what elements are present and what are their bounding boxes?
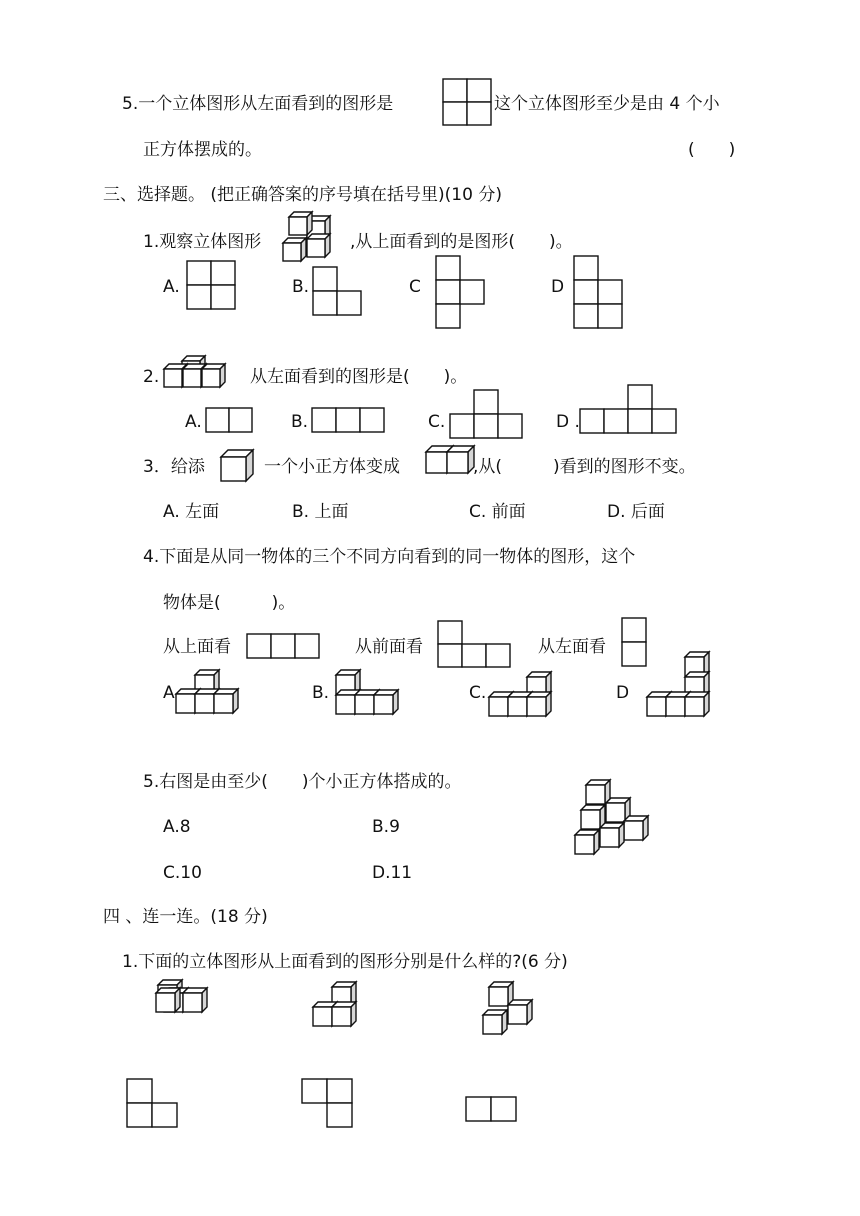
s3-q1-option-a[interactable]: A. xyxy=(163,277,180,297)
s3-q1-option-b[interactable]: B. xyxy=(292,277,310,297)
s3-q4-option-c-figure xyxy=(487,672,559,720)
s3-q3-part1: 3．给添 xyxy=(143,457,205,477)
s3-q1-option-a-figure xyxy=(186,260,236,310)
s3-q4-view-top-label: 从上面看 xyxy=(163,637,231,657)
s3-q2-option-a-figure xyxy=(205,407,253,433)
s3-q1-option-b-figure xyxy=(312,266,362,316)
s3-q5-option-d[interactable]: D.11 xyxy=(372,863,413,883)
s3-q1-after: ,从上面看到的是图形( )。 xyxy=(350,232,573,252)
s3-q3-option-c[interactable]: C. 前面 xyxy=(469,502,526,522)
q5-text-line2: 正方体摆成的。 xyxy=(143,140,262,160)
s3-q2-text: 从左面看到的图形是( )。 xyxy=(250,367,468,387)
s3-q2-option-d-figure xyxy=(579,384,677,434)
s3-q4-option-b[interactable]: B. xyxy=(312,683,330,703)
s3-q2-number: 2. xyxy=(143,367,160,387)
s3-q1-option-c-figure xyxy=(435,255,485,329)
left-view-2x2-figure xyxy=(442,78,492,126)
s3-q4-option-c[interactable]: C. xyxy=(469,683,487,703)
s4-solid-figure-1 xyxy=(156,978,208,1016)
s3-q3-part2: 一个小正方体变成 xyxy=(264,457,400,477)
s3-q3-option-b[interactable]: B. 上面 xyxy=(292,502,349,522)
s3-q2-option-b[interactable]: B. xyxy=(291,412,309,432)
s3-q4-option-d[interactable]: D xyxy=(616,683,630,703)
s3-q3-option-d[interactable]: D. 后面 xyxy=(607,502,665,522)
s3-q4-option-a[interactable]: A xyxy=(163,683,175,703)
s3-q1-option-d-figure xyxy=(573,255,623,329)
s3-q2-option-c-figure xyxy=(449,389,523,439)
q5-text-after: 这个立体图形至少是由 4 个小 xyxy=(494,94,720,114)
s3-q2-solid-figure xyxy=(162,356,232,392)
section-4-heading: 四 、连一连。(18 分) xyxy=(103,907,268,927)
s3-q4-option-b-figure xyxy=(334,670,406,718)
s4-q1-text: 1.下面的立体图形从上面看到的图形分别是什么样的?(6 分) xyxy=(122,952,568,972)
s3-q3-part3: ,从( )看到的图形不变。 xyxy=(473,457,696,477)
s3-q1-before: 1.观察立体图形 xyxy=(143,232,262,252)
s3-q2-option-c[interactable]: C. xyxy=(428,412,446,432)
s4-top-view-figure-1 xyxy=(126,1078,178,1128)
s3-q5-text: 5.右图是由至少( )个小正方体搭成的。 xyxy=(143,772,462,792)
s3-q2-option-b-figure xyxy=(311,407,385,433)
s3-q4-line2: 物体是( )。 xyxy=(163,593,296,613)
s3-q3-option-a[interactable]: A. 左面 xyxy=(163,502,220,522)
s3-q4-view-left-label: 从左面看 xyxy=(538,637,606,657)
s3-q1-solid-figure xyxy=(280,212,336,266)
s3-q5-option-a[interactable]: A.8 xyxy=(163,817,191,837)
s4-solid-figure-3 xyxy=(482,982,538,1036)
q5-text-before: 5.一个立体图形从左面看到的图形是 xyxy=(122,94,394,114)
s4-solid-figure-2 xyxy=(312,982,364,1030)
s3-q3-double-cube xyxy=(425,444,475,478)
s3-q4-option-d-figure xyxy=(645,652,717,720)
s3-q1-option-c[interactable]: C xyxy=(409,277,421,297)
s3-q4-view-front-figure xyxy=(437,620,511,668)
answer-paren: ( ) xyxy=(688,140,736,160)
s3-q3-single-cube xyxy=(220,450,256,484)
s3-q2-option-d[interactable]: D . xyxy=(556,412,580,432)
s4-top-view-figure-3 xyxy=(465,1096,517,1122)
s3-q5-option-c[interactable]: C.10 xyxy=(163,863,202,883)
s3-q2-option-a[interactable]: A. xyxy=(185,412,202,432)
s3-q4-view-front-label: 从前面看 xyxy=(355,637,423,657)
s3-q4-line1: 4.下面是从同一物体的三个不同方向看到的同一物体的图形，这个 xyxy=(143,547,636,567)
s3-q1-option-d[interactable]: D xyxy=(551,277,565,297)
s4-top-view-figure-2 xyxy=(301,1078,353,1128)
section-3-heading: 三、选择题。 (把正确答案的序号填在括号里)(10 分) xyxy=(103,185,502,205)
s3-q5-option-b[interactable]: B.9 xyxy=(372,817,400,837)
s3-q5-pyramid-figure xyxy=(574,778,656,860)
s3-q4-option-a-figure xyxy=(174,670,244,716)
s3-q4-view-left-figure xyxy=(621,617,647,667)
s3-q4-view-top-figure xyxy=(246,633,320,659)
